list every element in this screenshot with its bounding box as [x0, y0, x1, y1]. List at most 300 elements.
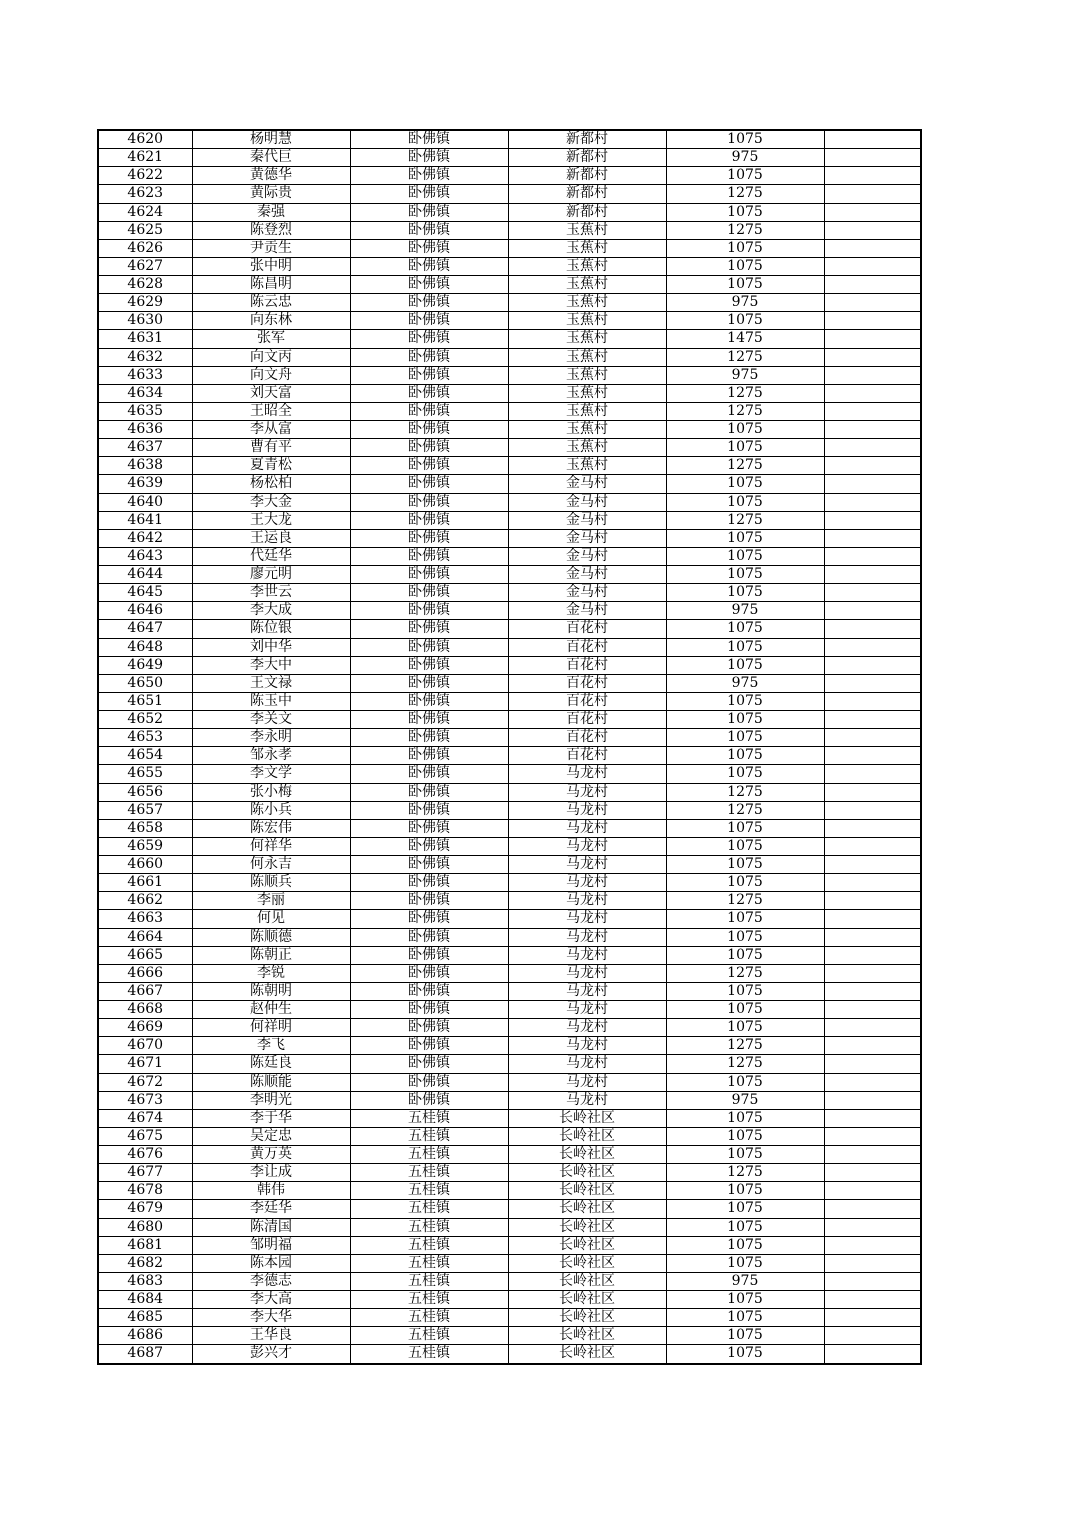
town-cell: 卧佛镇 [350, 185, 508, 203]
town-cell: 卧佛镇 [350, 529, 508, 547]
serial-number-cell: 4656 [98, 783, 192, 801]
remark-cell [824, 964, 921, 982]
table-row [98, 276, 921, 294]
name-cell: 陈玉中 [192, 692, 350, 710]
amount-cell: 1075 [666, 475, 824, 493]
village-cell: 玉蕉村 [508, 330, 666, 348]
amount-cell: 1075 [666, 1127, 824, 1145]
town-cell: 卧佛镇 [350, 439, 508, 457]
name-cell: 陈顺兵 [192, 874, 350, 892]
serial-number-cell: 4633 [98, 366, 192, 384]
table-row [98, 511, 921, 529]
village-cell: 玉蕉村 [508, 276, 666, 294]
village-cell: 百花村 [508, 656, 666, 674]
remark-cell [824, 566, 921, 584]
amount-cell: 1075 [666, 547, 824, 565]
serial-number-cell: 4634 [98, 384, 192, 402]
remark-cell [824, 149, 921, 167]
serial-number-cell: 4638 [98, 457, 192, 475]
table-row [98, 656, 921, 674]
amount-cell: 975 [666, 674, 824, 692]
amount-cell: 1075 [666, 1218, 824, 1236]
serial-number-cell: 4646 [98, 602, 192, 620]
village-cell: 金马村 [508, 493, 666, 511]
name-cell: 李永明 [192, 729, 350, 747]
serial-number-cell: 4630 [98, 312, 192, 330]
amount-cell: 1275 [666, 348, 824, 366]
village-cell: 百花村 [508, 692, 666, 710]
name-cell: 赵仲生 [192, 1001, 350, 1019]
serial-number-cell: 4682 [98, 1254, 192, 1272]
village-cell: 马龙村 [508, 982, 666, 1000]
remark-cell [824, 1200, 921, 1218]
town-cell: 卧佛镇 [350, 1055, 508, 1073]
remark-cell [824, 1164, 921, 1182]
name-cell: 李大华 [192, 1309, 350, 1327]
town-cell: 卧佛镇 [350, 801, 508, 819]
town-cell: 五桂镇 [350, 1109, 508, 1127]
serial-number-cell: 4648 [98, 638, 192, 656]
serial-number-cell: 4686 [98, 1327, 192, 1345]
remark-cell [824, 1146, 921, 1164]
town-cell: 卧佛镇 [350, 203, 508, 221]
serial-number-cell: 4671 [98, 1055, 192, 1073]
remark-cell [824, 874, 921, 892]
remark-cell [824, 257, 921, 275]
name-cell: 向文舟 [192, 366, 350, 384]
remark-cell [824, 656, 921, 674]
remark-cell [824, 547, 921, 565]
table-row [98, 783, 921, 801]
remark-cell [824, 1218, 921, 1236]
remark-cell [824, 366, 921, 384]
table-row [98, 711, 921, 729]
village-cell: 长岭社区 [508, 1254, 666, 1272]
name-cell: 陈小兵 [192, 801, 350, 819]
town-cell: 卧佛镇 [350, 892, 508, 910]
table-row [98, 638, 921, 656]
remark-cell [824, 493, 921, 511]
serial-number-cell: 4650 [98, 674, 192, 692]
amount-cell: 1075 [666, 566, 824, 584]
serial-number-cell: 4674 [98, 1109, 192, 1127]
amount-cell: 1075 [666, 1291, 824, 1309]
serial-number-cell: 4672 [98, 1073, 192, 1091]
town-cell: 五桂镇 [350, 1345, 508, 1364]
amount-cell: 1075 [666, 1254, 824, 1272]
table-row [98, 366, 921, 384]
remark-cell [824, 602, 921, 620]
village-cell: 百花村 [508, 638, 666, 656]
name-cell: 向东林 [192, 312, 350, 330]
remark-cell [824, 1254, 921, 1272]
table-row [98, 747, 921, 765]
amount-cell: 1275 [666, 1055, 824, 1073]
serial-number-cell: 4621 [98, 149, 192, 167]
amount-cell: 1075 [666, 729, 824, 747]
table-row [98, 584, 921, 602]
name-cell: 廖元明 [192, 566, 350, 584]
amount-cell: 975 [666, 1091, 824, 1109]
serial-number-cell: 4647 [98, 620, 192, 638]
table-row [98, 946, 921, 964]
amount-cell: 1075 [666, 1109, 824, 1127]
table-row [98, 1291, 921, 1309]
amount-cell: 1075 [666, 656, 824, 674]
name-cell: 李锐 [192, 964, 350, 982]
serial-number-cell: 4662 [98, 892, 192, 910]
amount-cell: 975 [666, 602, 824, 620]
village-cell: 金马村 [508, 602, 666, 620]
town-cell: 卧佛镇 [350, 149, 508, 167]
name-cell: 陈宏伟 [192, 819, 350, 837]
town-cell: 卧佛镇 [350, 910, 508, 928]
amount-cell: 1275 [666, 402, 824, 420]
amount-cell: 1275 [666, 964, 824, 982]
village-cell: 玉蕉村 [508, 384, 666, 402]
name-cell: 李廷华 [192, 1200, 350, 1218]
town-cell: 卧佛镇 [350, 348, 508, 366]
village-cell: 金马村 [508, 475, 666, 493]
serial-number-cell: 4685 [98, 1309, 192, 1327]
amount-cell: 975 [666, 1272, 824, 1290]
table-row [98, 547, 921, 565]
name-cell: 韩伟 [192, 1182, 350, 1200]
table-row [98, 185, 921, 203]
remark-cell [824, 294, 921, 312]
name-cell: 刘天富 [192, 384, 350, 402]
village-cell: 玉蕉村 [508, 402, 666, 420]
town-cell: 卧佛镇 [350, 276, 508, 294]
name-cell: 李德志 [192, 1272, 350, 1290]
town-cell: 卧佛镇 [350, 1091, 508, 1109]
town-cell: 卧佛镇 [350, 330, 508, 348]
name-cell: 李大成 [192, 602, 350, 620]
village-cell: 马龙村 [508, 1055, 666, 1073]
name-cell: 李丽 [192, 892, 350, 910]
serial-number-cell: 4635 [98, 402, 192, 420]
table-row [98, 1218, 921, 1236]
remark-cell [824, 928, 921, 946]
town-cell: 五桂镇 [350, 1182, 508, 1200]
amount-cell: 1075 [666, 1001, 824, 1019]
table-row [98, 330, 921, 348]
serial-number-cell: 4684 [98, 1291, 192, 1309]
town-cell: 卧佛镇 [350, 402, 508, 420]
remark-cell [824, 747, 921, 765]
remark-cell [824, 1073, 921, 1091]
village-cell: 新都村 [508, 130, 666, 149]
table-row [98, 692, 921, 710]
town-cell: 五桂镇 [350, 1327, 508, 1345]
table-row [98, 1127, 921, 1145]
amount-cell: 1075 [666, 257, 824, 275]
village-cell: 长岭社区 [508, 1218, 666, 1236]
serial-number-cell: 4657 [98, 801, 192, 819]
serial-number-cell: 4651 [98, 692, 192, 710]
town-cell: 卧佛镇 [350, 928, 508, 946]
serial-number-cell: 4620 [98, 130, 192, 149]
village-cell: 玉蕉村 [508, 366, 666, 384]
town-cell: 卧佛镇 [350, 656, 508, 674]
remark-cell [824, 692, 921, 710]
table-row [98, 837, 921, 855]
serial-number-cell: 4627 [98, 257, 192, 275]
town-cell: 卧佛镇 [350, 547, 508, 565]
table-row [98, 1055, 921, 1073]
serial-number-cell: 4661 [98, 874, 192, 892]
name-cell: 陈昌明 [192, 276, 350, 294]
serial-number-cell: 4680 [98, 1218, 192, 1236]
table-row [98, 149, 921, 167]
name-cell: 向文丙 [192, 348, 350, 366]
amount-cell: 1075 [666, 819, 824, 837]
remark-cell [824, 765, 921, 783]
amount-cell: 1075 [666, 584, 824, 602]
name-cell: 陈廷良 [192, 1055, 350, 1073]
table-row [98, 312, 921, 330]
village-cell: 玉蕉村 [508, 257, 666, 275]
amount-cell: 1075 [666, 239, 824, 257]
table-row [98, 620, 921, 638]
remark-cell [824, 1019, 921, 1037]
name-cell: 李明光 [192, 1091, 350, 1109]
town-cell: 五桂镇 [350, 1200, 508, 1218]
amount-cell: 1075 [666, 982, 824, 1000]
amount-cell: 1075 [666, 529, 824, 547]
name-cell: 张中明 [192, 257, 350, 275]
serial-number-cell: 4670 [98, 1037, 192, 1055]
serial-number-cell: 4678 [98, 1182, 192, 1200]
name-cell: 彭兴才 [192, 1345, 350, 1364]
town-cell: 卧佛镇 [350, 566, 508, 584]
remark-cell [824, 711, 921, 729]
table-row [98, 294, 921, 312]
amount-cell: 1275 [666, 1037, 824, 1055]
name-cell: 秦代巨 [192, 149, 350, 167]
serial-number-cell: 4667 [98, 982, 192, 1000]
remark-cell [824, 185, 921, 203]
village-cell: 马龙村 [508, 856, 666, 874]
serial-number-cell: 4629 [98, 294, 192, 312]
name-cell: 代廷华 [192, 547, 350, 565]
remark-cell [824, 892, 921, 910]
village-cell: 马龙村 [508, 801, 666, 819]
amount-cell: 1275 [666, 801, 824, 819]
serial-number-cell: 4642 [98, 529, 192, 547]
town-cell: 卧佛镇 [350, 384, 508, 402]
serial-number-cell: 4664 [98, 928, 192, 946]
remark-cell [824, 221, 921, 239]
table-row [98, 1164, 921, 1182]
table-row [98, 384, 921, 402]
village-cell: 玉蕉村 [508, 439, 666, 457]
table-row [98, 1254, 921, 1272]
amount-cell: 1075 [666, 421, 824, 439]
remark-cell [824, 856, 921, 874]
serial-number-cell: 4683 [98, 1272, 192, 1290]
town-cell: 卧佛镇 [350, 982, 508, 1000]
town-cell: 卧佛镇 [350, 130, 508, 149]
remark-cell [824, 130, 921, 149]
village-cell: 马龙村 [508, 1019, 666, 1037]
remark-cell [824, 729, 921, 747]
remark-cell [824, 1091, 921, 1109]
name-cell: 刘中华 [192, 638, 350, 656]
village-cell: 新都村 [508, 149, 666, 167]
name-cell: 何祥华 [192, 837, 350, 855]
remark-cell [824, 910, 921, 928]
amount-cell: 1075 [666, 203, 824, 221]
village-cell: 新都村 [508, 167, 666, 185]
serial-number-cell: 4666 [98, 964, 192, 982]
serial-number-cell: 4687 [98, 1345, 192, 1364]
town-cell: 卧佛镇 [350, 602, 508, 620]
amount-cell: 1075 [666, 711, 824, 729]
table-row [98, 493, 921, 511]
serial-number-cell: 4628 [98, 276, 192, 294]
table-row [98, 1236, 921, 1254]
name-cell: 曹有平 [192, 439, 350, 457]
village-cell: 新都村 [508, 203, 666, 221]
remark-cell [824, 1001, 921, 1019]
serial-number-cell: 4655 [98, 765, 192, 783]
village-cell: 玉蕉村 [508, 239, 666, 257]
name-cell: 陈清国 [192, 1218, 350, 1236]
amount-cell: 1075 [666, 1309, 824, 1327]
name-cell: 李世云 [192, 584, 350, 602]
town-cell: 卧佛镇 [350, 729, 508, 747]
serial-number-cell: 4625 [98, 221, 192, 239]
remark-cell [824, 620, 921, 638]
amount-cell: 1075 [666, 276, 824, 294]
table-row [98, 729, 921, 747]
village-cell: 百花村 [508, 747, 666, 765]
town-cell: 五桂镇 [350, 1236, 508, 1254]
table-row [98, 892, 921, 910]
village-cell: 金马村 [508, 547, 666, 565]
amount-cell: 1075 [666, 928, 824, 946]
village-cell: 马龙村 [508, 837, 666, 855]
town-cell: 卧佛镇 [350, 964, 508, 982]
village-cell: 长岭社区 [508, 1200, 666, 1218]
table-row [98, 674, 921, 692]
remark-cell [824, 783, 921, 801]
table-row [98, 421, 921, 439]
village-cell: 百花村 [508, 711, 666, 729]
remark-cell [824, 1236, 921, 1254]
serial-number-cell: 4679 [98, 1200, 192, 1218]
amount-cell: 1275 [666, 1164, 824, 1182]
amount-cell: 1075 [666, 1200, 824, 1218]
town-cell: 卧佛镇 [350, 765, 508, 783]
serial-number-cell: 4654 [98, 747, 192, 765]
village-cell: 玉蕉村 [508, 421, 666, 439]
serial-number-cell: 4663 [98, 910, 192, 928]
amount-cell: 1075 [666, 1345, 824, 1364]
table-row [98, 1001, 921, 1019]
table-row [98, 928, 921, 946]
table-row [98, 566, 921, 584]
name-cell: 王华良 [192, 1327, 350, 1345]
village-cell: 新都村 [508, 185, 666, 203]
table-row [98, 765, 921, 783]
remark-cell [824, 239, 921, 257]
town-cell: 卧佛镇 [350, 1073, 508, 1091]
name-cell: 李让成 [192, 1164, 350, 1182]
serial-number-cell: 4640 [98, 493, 192, 511]
table-row [98, 982, 921, 1000]
serial-number-cell: 4645 [98, 584, 192, 602]
village-cell: 金马村 [508, 511, 666, 529]
town-cell: 卧佛镇 [350, 819, 508, 837]
name-cell: 李于华 [192, 1109, 350, 1127]
village-cell: 马龙村 [508, 783, 666, 801]
remark-cell [824, 529, 921, 547]
town-cell: 卧佛镇 [350, 366, 508, 384]
data-table [97, 129, 922, 1365]
village-cell: 金马村 [508, 584, 666, 602]
name-cell: 陈位银 [192, 620, 350, 638]
remark-cell [824, 276, 921, 294]
table-row [98, 475, 921, 493]
serial-number-cell: 4669 [98, 1019, 192, 1037]
name-cell: 李文学 [192, 765, 350, 783]
remark-cell [824, 1291, 921, 1309]
name-cell: 王大龙 [192, 511, 350, 529]
town-cell: 五桂镇 [350, 1218, 508, 1236]
amount-cell: 1075 [666, 1327, 824, 1345]
village-cell: 玉蕉村 [508, 294, 666, 312]
remark-cell [824, 946, 921, 964]
remark-cell [824, 475, 921, 493]
serial-number-cell: 4653 [98, 729, 192, 747]
amount-cell: 1075 [666, 946, 824, 964]
table-row [98, 130, 921, 149]
village-cell: 长岭社区 [508, 1164, 666, 1182]
village-cell: 马龙村 [508, 765, 666, 783]
table-row [98, 801, 921, 819]
amount-cell: 975 [666, 366, 824, 384]
serial-number-cell: 4639 [98, 475, 192, 493]
table-row [98, 819, 921, 837]
table-row [98, 1327, 921, 1345]
amount-cell: 1075 [666, 439, 824, 457]
village-cell: 百花村 [508, 674, 666, 692]
town-cell: 五桂镇 [350, 1146, 508, 1164]
village-cell: 马龙村 [508, 819, 666, 837]
amount-cell: 975 [666, 294, 824, 312]
serial-number-cell: 4658 [98, 819, 192, 837]
town-cell: 卧佛镇 [350, 638, 508, 656]
town-cell: 卧佛镇 [350, 856, 508, 874]
name-cell: 邹明福 [192, 1236, 350, 1254]
name-cell: 陈顺德 [192, 928, 350, 946]
town-cell: 五桂镇 [350, 1291, 508, 1309]
name-cell: 黄万英 [192, 1146, 350, 1164]
name-cell: 何见 [192, 910, 350, 928]
town-cell: 卧佛镇 [350, 747, 508, 765]
table-row [98, 874, 921, 892]
remark-cell [824, 330, 921, 348]
village-cell: 马龙村 [508, 1037, 666, 1055]
table-body [98, 130, 921, 1364]
remark-cell [824, 1327, 921, 1345]
village-cell: 百花村 [508, 729, 666, 747]
village-cell: 玉蕉村 [508, 312, 666, 330]
name-cell: 秦强 [192, 203, 350, 221]
town-cell: 卧佛镇 [350, 167, 508, 185]
